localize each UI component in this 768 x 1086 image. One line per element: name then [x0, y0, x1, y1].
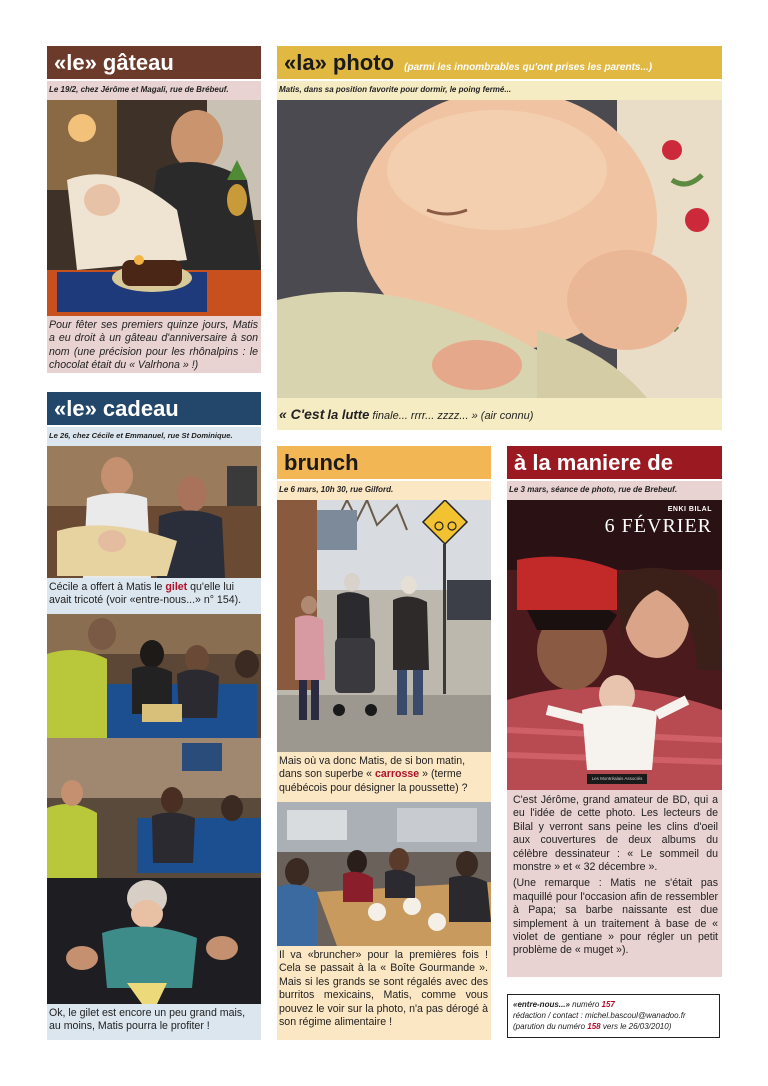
- cover-author: ENKI BILAL: [667, 506, 712, 513]
- issue-footer-box: [507, 994, 720, 1038]
- footer-contact: rédaction / contact : michel.bascoul@wanadoo.fr: [513, 1011, 686, 1020]
- cover-title: 6 FÉVRIER: [604, 515, 712, 537]
- brunch-title-bar: [277, 446, 491, 479]
- footer-name: «entre-nous...»: [513, 1000, 570, 1009]
- brunch-subtitle: Le 6 mars, 10h 30, rue Gilford.: [277, 481, 491, 500]
- footer-line-1: [513, 999, 714, 1010]
- cadeau-title-bar: [47, 392, 261, 425]
- footer-next-number: 158: [587, 1022, 601, 1031]
- photo-caption-bar: [277, 398, 722, 430]
- photo-caption-mid: la lutte: [327, 407, 370, 422]
- footer-number: 157: [601, 1000, 615, 1009]
- footer-next-a: (parution du numéro: [513, 1022, 586, 1031]
- brunch-street-photo: [277, 500, 491, 752]
- gateau-caption: Pour fêter ses premiers quinze jours, Matis a eu droit à un gâteau d'anniversaire à son nom (une précision pour les rhônalpins : le chocolat était du « Valrhona » !): [47, 316, 261, 373]
- cadeau-gilet-highlight: gilet: [165, 581, 188, 593]
- brunch-carrosse-highlight: carrosse: [375, 768, 420, 781]
- gateau-subtitle: Le 19/2, chez Jérôme et Magali, rue de Brébeuf.: [47, 81, 261, 100]
- brunch-caption-1a: Mais où va donc Matis, de si bon matin, dans son superbe «: [279, 755, 466, 781]
- gateau-title-bar: [47, 46, 261, 79]
- maniere-caption-block: [507, 790, 722, 977]
- photo-title-bar: [277, 46, 722, 79]
- footer-next-b: vers le 26/03/2010): [602, 1022, 672, 1031]
- cadeau-caption-1b: qu'elle lui avait tricoté (voir «entre-nous...» n° 154).: [49, 581, 242, 607]
- brunch-caption-2: Il va «bruncher» pour la premières fois ! Cela se passait à la « Boîte Gourmande ». Mais si les grands se sont régalés avec des burritos mexicains, Matis, comme vous pouvez le voir sur la photo, n'a pas dérogé à son régime alimentaire !: [277, 946, 491, 1040]
- photo-subtitle: Matis, dans sa position favorite pour dormir, le poing fermé...: [277, 81, 722, 100]
- maniere-caption-2: (Une remarque : Matis ne s'était pas maquillé pour l'occasion afin de ressembler à Papa; sa barbe naissante est due simplement à un traitement à base de « violet de gentiane » pour régler un petit problème de « muget »).: [513, 877, 718, 957]
- cadeau-photo-2: [47, 614, 261, 738]
- photo-caption-tail: finale... rrrr... zzzz... » (air connu): [372, 410, 534, 422]
- maniere-subtitle: Le 3 mars, séance de photo, rue de Brebeuf.: [507, 481, 722, 500]
- cover-publisher: Les Montréalais Associés: [587, 774, 647, 784]
- gateau-title: «le» gâteau: [54, 50, 174, 75]
- maniere-title-bar: [507, 446, 722, 479]
- maniere-caption-1: C'est Jérôme, grand amateur de BD, qui a eu l'idée de cette photo. Les lecteurs de Bilal y verront sans peine les clins d'oeil aux couvertures de deux albums du célèbre dessinateur : « Le sommeil du monstre » et « 32 décembre ».: [513, 794, 718, 874]
- brunch-caption-1b: » (terme québécois pour désigner la poussette) ?: [279, 768, 468, 794]
- cadeau-title: «le» cadeau: [54, 396, 179, 421]
- cadeau-photo-1: [47, 446, 261, 578]
- brunch-title: brunch: [284, 450, 359, 475]
- cadeau-photo-3: [47, 738, 261, 1004]
- cadeau-caption-1: [47, 578, 261, 614]
- bilal-cover-photo: [507, 500, 722, 790]
- brunch-caption-1: [277, 752, 491, 802]
- gateau-photo: [47, 100, 261, 316]
- sleeping-baby-photo: [277, 100, 722, 398]
- footer-number-label: numéro: [572, 1000, 600, 1009]
- cadeau-caption-1a: Cécile a offert à Matis le: [49, 581, 163, 593]
- photo-title: «la» photo: [284, 50, 395, 75]
- cadeau-caption-2: Ok, le gilet est encore un peu grand mais, au moins, Matis pourra le profiter !: [47, 1004, 261, 1040]
- footer-line-3: [513, 1021, 714, 1032]
- brunch-restaurant-photo: [277, 802, 491, 946]
- photo-caption-lead: « C'est: [279, 406, 325, 422]
- cadeau-subtitle: Le 26, chez Cécile et Emmanuel, rue St Dominique.: [47, 427, 261, 446]
- photo-title-note: (parmi les innombrables qu'ont prises les parents...): [404, 62, 653, 73]
- maniere-title: à la maniere de: [514, 450, 673, 475]
